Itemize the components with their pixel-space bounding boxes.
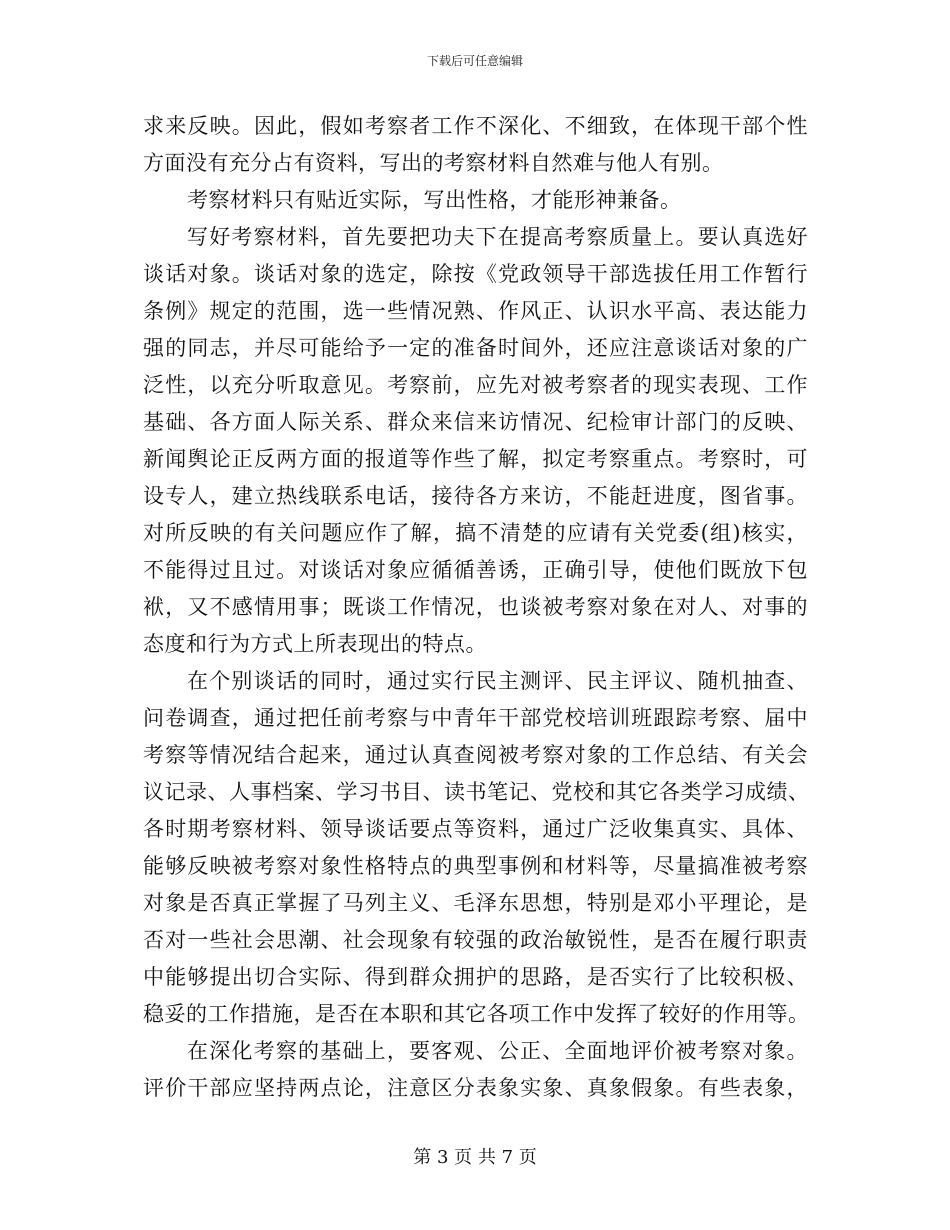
paragraph-line: 对象是否真正掌握了马列主义、毛泽东思想，特别是邓小平理论，是	[143, 891, 808, 915]
page-header: 下载后可任意编辑	[426, 54, 523, 68]
paragraph-line: 强的同志，并尽可能给予一定的准备时间外，还应注意谈话对象的广	[143, 336, 808, 360]
paragraph-line: 对所反映的有关问题应作了解，搞不清楚的应请有关党委(组)核实，	[143, 521, 808, 545]
paragraph-line: 能够反映被考察对象性格特点的典型事例和材料等，尽量搞准被考察	[143, 854, 808, 878]
paragraph-line: 求来反映。因此，假如考察者工作不深化、不细致，在体现干部个性	[143, 114, 808, 138]
paragraph-line: 谈话对象。谈话对象的选定，除按《党政领导干部选拔任用工作暂行	[143, 262, 808, 286]
paragraph-line: 稳妥的工作措施，是否在本职和其它各项工作中发挥了较好的作用等。	[143, 1002, 810, 1026]
paragraph-line: 问卷调查，通过把任前考察与中青年干部党校培训班跟踪考察、届中	[143, 706, 808, 730]
paragraph-line: 新闻舆论正反两方面的报道等作些了解，拟定考察重点。考察时，可	[143, 447, 808, 471]
paragraph-line: 考察等情况结合起来，通过认真查阅被考察对象的工作总结、有关会	[143, 743, 808, 767]
paragraph-line: 中能够提出切合实际、得到群众拥护的思路，是否实行了比较积极、	[143, 965, 808, 989]
paragraph-line: 在个别谈话的同时，通过实行民主测评、民主评议、随机抽查、	[187, 669, 808, 693]
paragraph-line: 否对一些社会思潮、社会现象有较强的政治敏锐性，是否在履行职责	[143, 928, 808, 952]
body-text	[143, 108, 808, 1107]
paragraph-line: 各时期考察材料、领导谈话要点等资料，通过广泛收集真实、具体、	[143, 817, 808, 841]
paragraph-line: 考察材料只有贴近实际，写出性格，才能形神兼备。	[187, 188, 682, 212]
paragraph-line: 方面没有充分占有资料，写出的考察材料自然难与他人有别。	[143, 151, 724, 175]
paragraph-line: 泛性，以充分听取意见。考察前，应先对被考察者的现实表现、工作	[143, 373, 808, 397]
paragraph-line: 评价干部应坚持两点论，注意区分表象实象、真象假象。有些表象，	[143, 1076, 808, 1100]
paragraph-line: 设专人，建立热线联系电话，接待各方来访，不能赶进度，图省事。	[143, 484, 808, 508]
paragraph-line: 议记录、人事档案、学习书目、读书笔记、党校和其它各类学习成绩、	[143, 780, 810, 804]
paragraph-line: 基础、各方面人际关系、群众来信来访情况、纪检审计部门的反映、	[143, 410, 808, 434]
paragraph-line: 袱，又不感情用事；既谈工作情况，也谈被考察对象在对人、对事的	[143, 595, 808, 619]
paragraph-line: 态度和行为方式上所表现出的特点。	[143, 632, 487, 656]
paragraph-line: 条例》规定的范围，选一些情况熟、作风正、认识水平高、表达能力	[143, 299, 808, 323]
paragraph-line: 不能得过且过。对谈话对象应循循善诱，正确引导，使他们既放下包	[143, 558, 808, 582]
page-footer: 第 3 页 共 7 页	[413, 1147, 537, 1168]
paragraph-line: 写好考察材料，首先要把功夫下在提高考察质量上。要认真选好	[187, 225, 808, 249]
paragraph-line: 在深化考察的基础上，要客观、公正、全面地评价被考察对象。	[187, 1039, 808, 1063]
